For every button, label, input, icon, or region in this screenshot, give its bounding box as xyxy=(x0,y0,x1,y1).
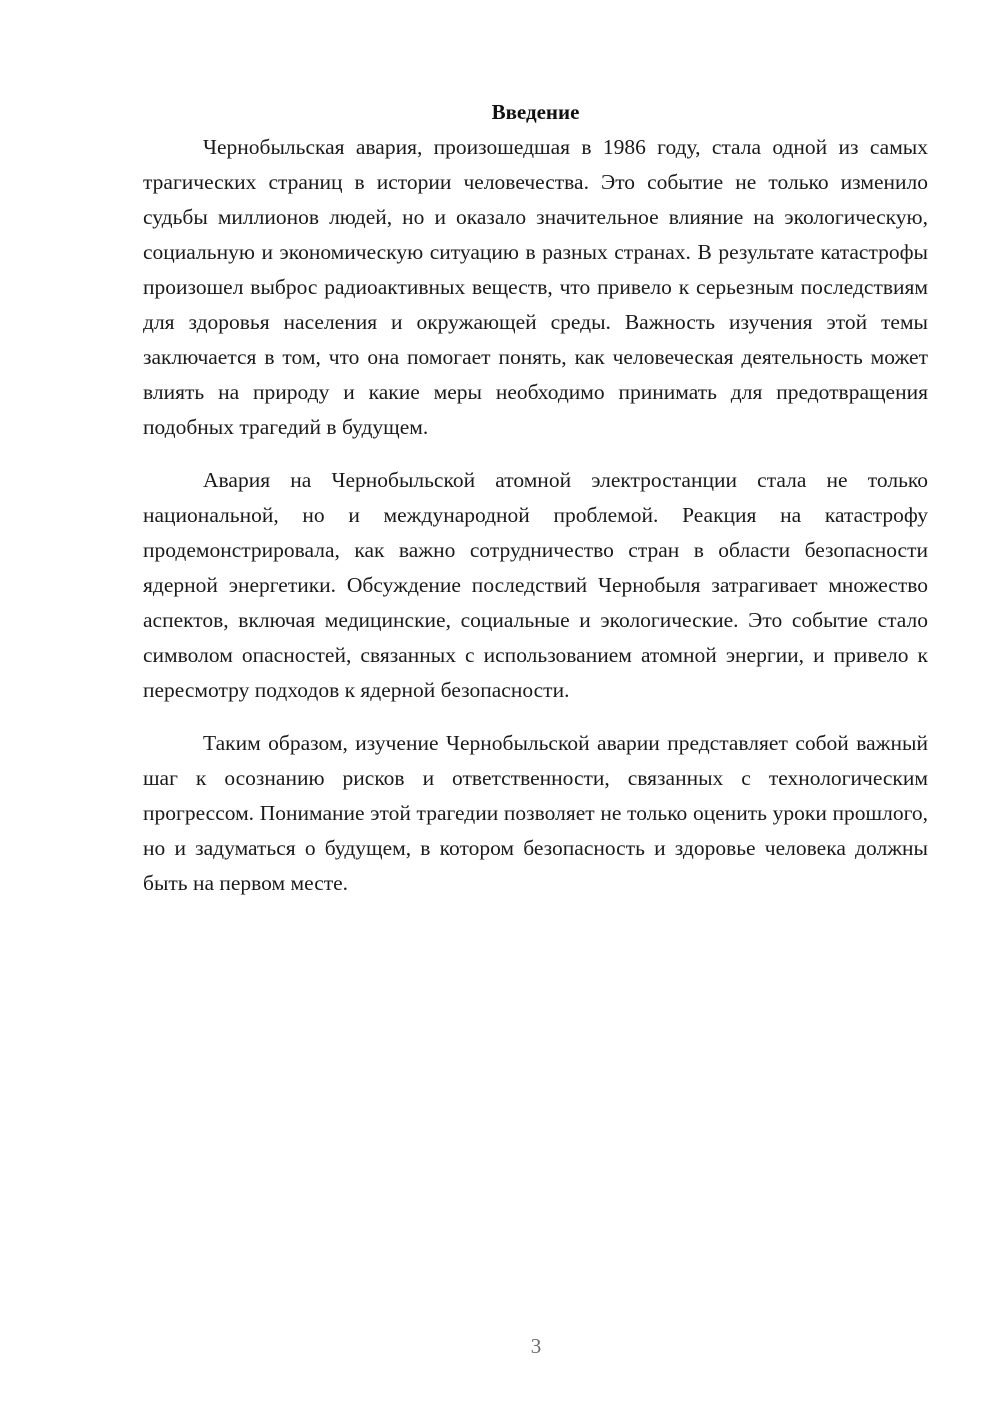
paragraph-2: Авария на Чернобыльской атомной электростанции стала не только национальной, но и международной проблемой. Реакция на катастрофу продемонстрировала, как важно сотрудничество стран в области безопасности ядерной энергетики. Обсуждение последствий Чернобыля затрагивает множество аспектов, включая медицинские, социальные и экологические. Это событие стало символом опасностей, связанных с использованием атомной энергии, и привело к пересмотру подходов к ядерной безопасности. xyxy=(143,468,928,702)
page-content xyxy=(143,97,928,919)
paragraph-3: Таким образом, изучение Чернобыльской аварии представляет собой важный шаг к осознанию рисков и ответственности, связанных с технологическим прогрессом. Понимание этой трагедии позволяет не только оценить уроки прошлого, но и задуматься о будущем, в котором безопасность и здоровье человека должны быть на первом месте. xyxy=(143,731,928,895)
paragraph-1: Чернобыльская авария, произошедшая в 1986 году, стала одной из самых трагических страниц в истории человечества. Это событие не только изменило судьбы миллионов людей, но и оказало значительное влияние на экологическую, социальную и экономическую ситуацию в разных странах. В результате катастрофы произошел выброс радиоактивных веществ, что привело к серьезным последствиям для здоровья населения и окружающей среды. Важность изучения этой темы заключается в том, что она помогает понять, как человеческая деятельность может влиять на природу и какие меры необходимо принимать для предотвращения подобных трагедий в будущем. xyxy=(143,135,928,439)
page-number: 3 xyxy=(530,1334,542,1358)
section-heading: Введение xyxy=(491,100,580,124)
